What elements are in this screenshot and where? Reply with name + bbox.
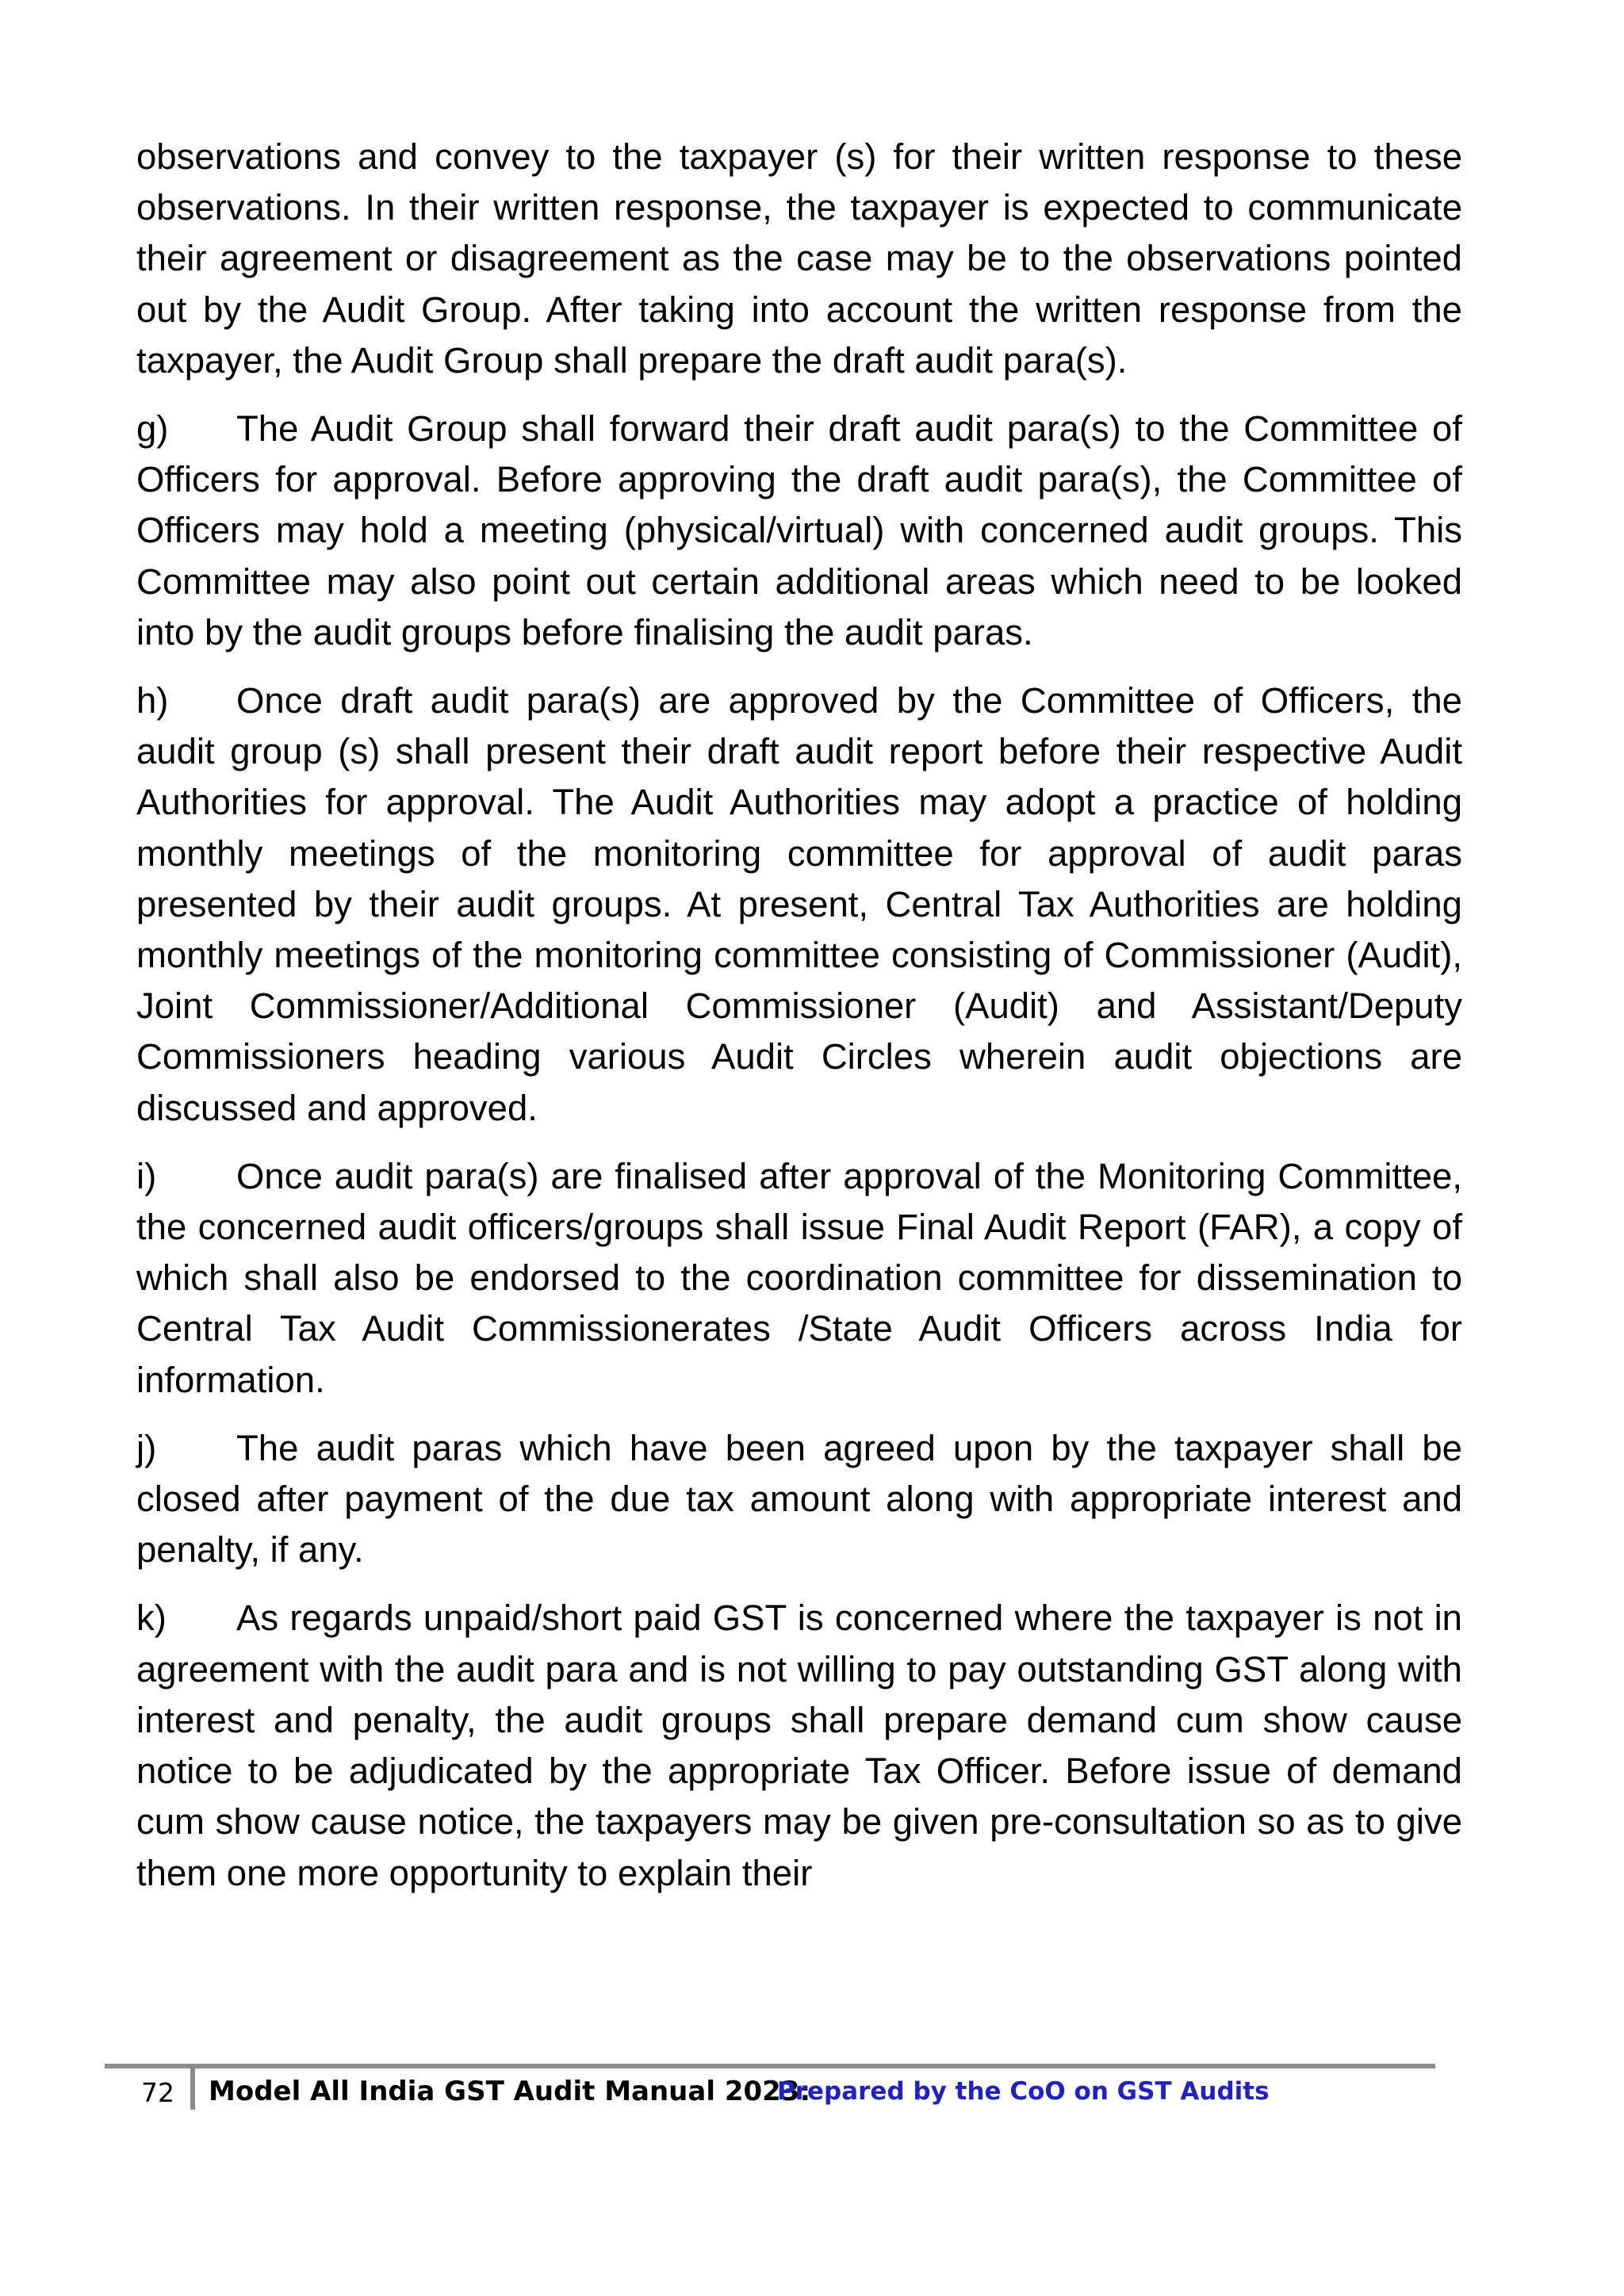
paragraph-h <box>136 675 1462 1134</box>
paragraph-text: Once audit para(s) are finalised after approval of the Monitoring Committee, the concerned audit officers/groups shall issue Final Audit Report (FAR), a copy of which shall also be endorsed to the coordination committee for dissemination to Central Tax Audit Commissionerates /State Audit Officers across India for information. <box>136 1155 1462 1400</box>
paragraph-label: i) <box>136 1155 157 1196</box>
paragraph-text: Once draft audit para(s) are approved by the Committee of Officers, the audit group (s) shall present their draft audit report before their respective Audit Authorities for approval. The Audit Authorities may adopt a practice of holding monthly meetings of the monitoring committee for approval of audit paras presented by their audit groups. At present, Central Tax Authorities are holding monthly meetings of the monitoring committee consisting of Commissioner (Audit), Joint Commissioner/Additional Commissioner (Audit) and Assistant/Deputy Commissioners heading various Audit Circles wherein audit objections are discussed and approved. <box>136 680 1462 1128</box>
paragraph-label: g) <box>136 408 169 450</box>
paragraph-text: observations and convey to the taxpayer (s) for their written response to these observations. In their written response, the taxpayer is expected to communicate their agreement or disagreement as the case may be to the observations pointed out by the Audit Group. After taking into account the written response from the taxpayer, the Audit Group shall prepare the draft audit para(s). <box>136 136 1462 381</box>
paragraph-k <box>136 1593 1462 1898</box>
paragraph-g <box>136 404 1462 658</box>
footer-title: Model All India GST Audit Manual 2023: <box>209 2076 811 2107</box>
paragraph-text: The Audit Group shall forward their draft audit para(s) to the Committee of Officers for approval. Before approving the draft audit para(s), the Committee of Officers may hold a meeting (physical/virtual) with concerned audit groups. This Committee may also point out certain additional areas which need to be looked into by the audit groups before finalising the audit paras. <box>136 408 1462 652</box>
paragraph-j <box>136 1423 1462 1576</box>
paragraph-label: h) <box>136 680 169 721</box>
footer-subtitle: Prepared by the CoO on GST Audits <box>777 2077 1270 2106</box>
paragraph-continued <box>136 132 1462 386</box>
paragraph-label: k) <box>136 1598 167 1639</box>
paragraph-text: The audit paras which have been agreed upon by the taxpayer shall be closed after payment of the due tax amount along with appropriate interest and penalty, if any. <box>136 1427 1462 1571</box>
footer-rule <box>105 2064 1435 2068</box>
paragraph-i <box>136 1151 1462 1406</box>
footer-divider <box>190 2068 195 2110</box>
paragraph-text: As regards unpaid/short paid GST is concerned where the taxpayer is not in agreement with the audit para and is not willing to pay outstanding GST along with interest and penalty, the audit groups shall prepare demand cum show cause notice to be adjudicated by the appropriate Tax Officer. Before issue of demand cum show cause notice, the taxpayers may be given pre-consultation so as to give them one more opportunity to explain their <box>136 1598 1462 1893</box>
paragraph-label: j) <box>136 1427 157 1468</box>
page-number: 72 <box>141 2077 174 2108</box>
document-body <box>136 132 1462 1916</box>
